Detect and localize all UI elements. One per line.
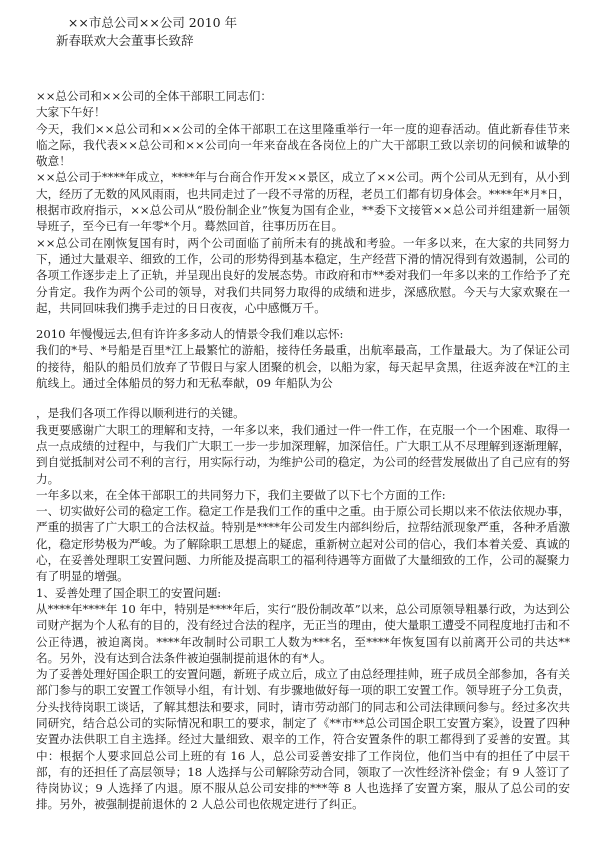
title-line-1: ××市总公司××公司 2010 年 <box>56 15 238 30</box>
paragraph-resettlement-work: 为了妥善处理好国企职工的安置问题，新班子成立后，成立了由总经理挂帅，班子成员全部参加，各有关部门参与的职工安置工作领导小组，有计划、有步骤地做好每一项的职工安置工作。领导班子分工负责，分头找待岗职工谈话，了解其想法和要求，同时，请市劳动部门的同志和公司法律顾问参与。经过多次共同研究，结合总公司的实际情况和职工的要求，制定了《**市**总公司国企职工安置方案》，设置了四种安置办法供职工自主选择。经过大量细致、艰辛的工作，符合安置条件的职工都得到了妥善的安置。其中：根据个人要求回总公司上班的有 16 人，总公司妥善安排了工作岗位，他们当中有的担任了中层干部，有的还担任了高层领导；18 人选择与公司解除劳动合同，领取了一次性经济补偿金；有 9 人签订了待岗协议；9 人选择了内退。原不服从总公司安排的***等 8 人也选择了安置方案，服从了总公司的安排。另外，被强制提前退休的 2 人总公司也依规定进行了纠正。 <box>36 667 570 812</box>
paragraph-seven-areas: 一年多以来，在全体干部职工的共同努力下，我们主要做了以下七个方面的工作: <box>36 487 446 502</box>
paragraph-history: ××总公司于****年成立，****年与台商合作开发××景区，成立了××公司。两个公司从无到有，从小到大，经历了无数的风风雨雨，也共同走过了一段不寻常的历程，老员工们都有切身体会。****年*月*日，根据市政府指示，××总公司从“股份制企业”恢复为国有企业，**委下文接管××总公司并组建新一届领导班子，至今已有一年零*个月。蓦然回首，往事历历在目。 <box>36 170 570 234</box>
paragraph-opening: 今天，我们××总公司和××公司的全体干部职工在这里隆重举行一年一度的迎春活动。值此新春佳节来临之际，我代表××总公司和××公司向一年来奋战在各岗位上的广大干部职工致以亲切的问候和诚挚的敬意！ <box>36 121 570 169</box>
section-stability: 一、切实做好公司的稳定工作。稳定工作是我们工作的重中之重。由于原公司长期以来不依法依规办事，严重的损害了广大职工的合法权益。特别是****年公司发生内部纠纷后，拉帮结派现象严重，各种矛盾激化，稳定形势极为严峻。为了解除职工思想上的疑虑，重新树立起对公司的信心，我们本着关爱、真诚的心，在妥善处理职工安置问题、力所能及提高职工的福利待遇等方面做了大量细致的工作，公司的凝聚力有了明显的增强。 <box>36 504 570 584</box>
paragraph-challenges: ××总公司在刚恢复国有时，两个公司面临了前所未有的挑战和考验。一年多以来，在大家的共同努力下，通过大量艰辛、细致的工作，公司的形势得到基本稳定，生产经营下滑的情况得到有效遏制，公司的各项工作逐步走上了正轨，并呈现出良好的发展态势。市政府和市**委对我们一年多以来的工作给予了充分肯定。我作为两个公司的领导，对我们共同努力取得的成绩和进步，深感欣慰。今天与大家欢聚在一起，共同回味我们携手走过的日日夜夜，心中感慨万千。 <box>36 235 570 315</box>
paragraph-thanks: 我更要感谢广大职工的理解和支持，一年多以来，我们通过一件一件工作，在克服一个一个困难、取得一点一点成绩的过程中，与我们广大职工一步一步加深理解，加深信任。广大职工从不尽理解到逐渐理解，到自觉抵制对公司不利的言行，用实际行动，为维护公司的稳定，为公司的经营发展做出了自己应有的努力。 <box>36 422 570 486</box>
document-title <box>56 14 536 50</box>
salutation: ××总公司和××公司的全体干部职工同志们： <box>36 89 272 103</box>
paragraph-memories-intro: 2010 年慢慢远去,但有许许多多动人的情景令我们难以忘怀: <box>36 327 344 342</box>
paragraph-key: ，是我们各项工作得以顺利进行的关键。 <box>36 406 245 421</box>
subsection-resettlement: 1、妥善处理了国企职工的安置问题: <box>36 585 222 600</box>
paragraph-background: 从****年****年 10 年中，特别是****年后，实行“股份制改革”以来，总公司原领导粗暴行政，为达到公司财产据为个人私有的目的，没有经过合法的程序，无正当的理由，使大量职工遭受不同程度地打击和不公正待遇，被迫离岗。****年改制时公司职工人数为***名，至****年恢复国有以前离开公司的共达**名。另外，没有达到合法条件被迫强制提前退休的有*人。 <box>36 601 570 665</box>
greeting: 大家下午好！ <box>36 105 106 120</box>
document-body <box>36 88 570 813</box>
paragraph-fleet: 我们的*号、*号船是百里*江上最繁忙的游船，接待任务最重，出航率最高，工作量最大。为了保证公司的接待，船队的船员们放弃了节假日与家人团聚的机会，以船为家，每天起早贪黑，往返奔波在*江的主航线上。通过全体船员的努力和无私奉献，09 年船队为公 <box>36 343 570 391</box>
title-line-2: 新春联欢大会董事长致辞 <box>56 33 194 48</box>
